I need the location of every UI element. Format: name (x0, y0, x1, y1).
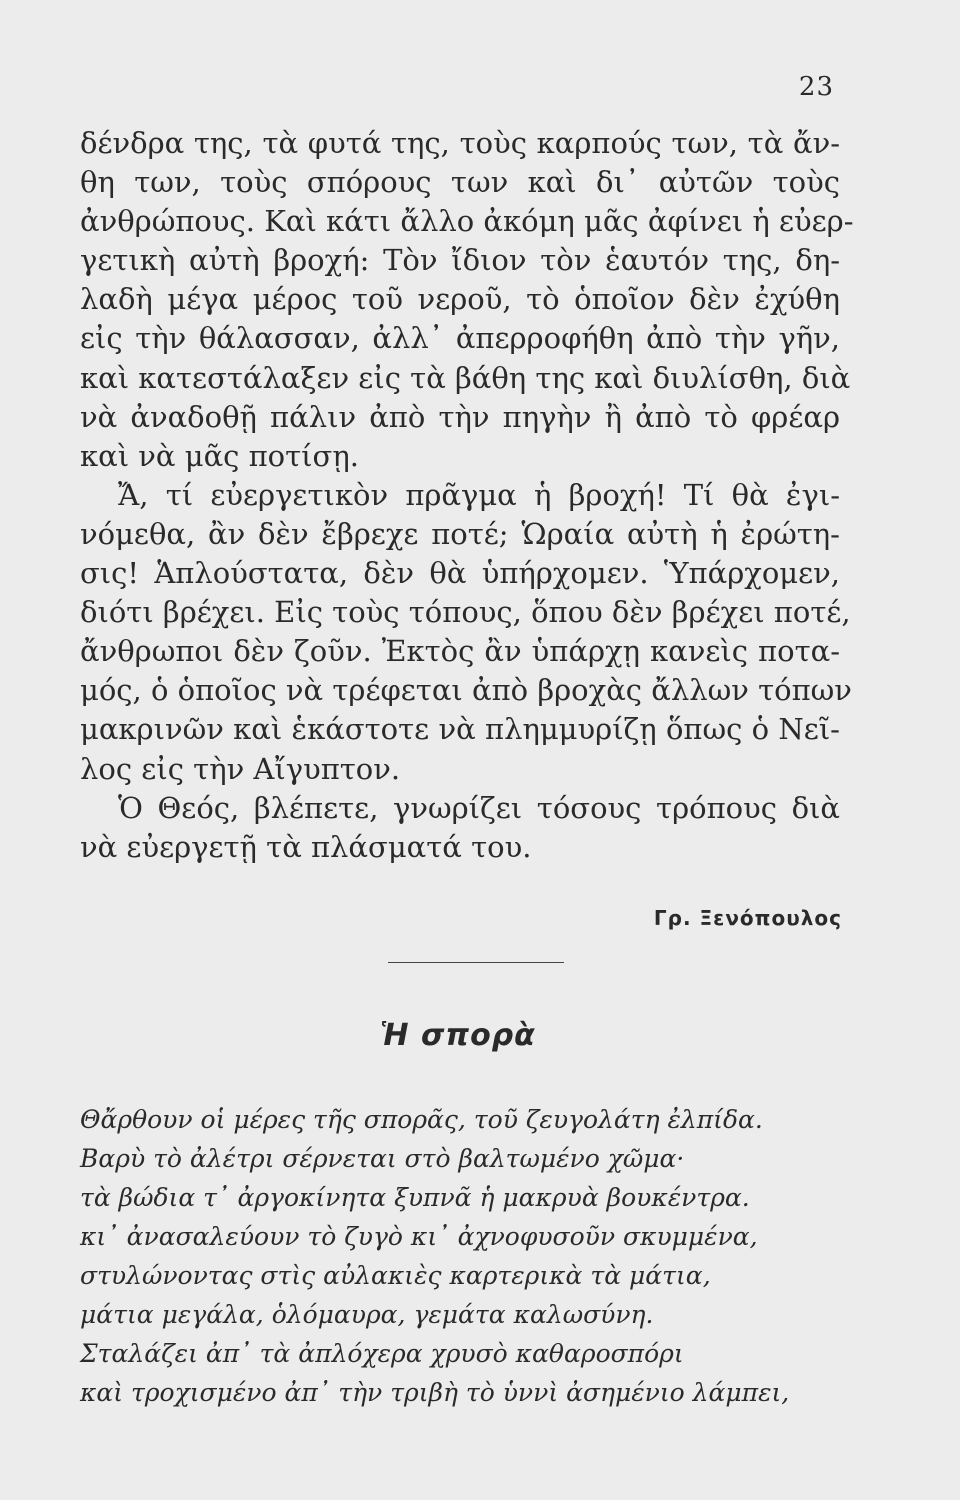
prose-line: καὶ κατεστάλαξεν εἰς τὰ βάθη της καὶ διυλίσθη, διὰ (80, 360, 851, 395)
author-signature: Γρ. Ξενόπουλος (653, 906, 842, 930)
poem-title: Ἡ σπορὰ (380, 1018, 536, 1053)
poem-line: Θἄρθουν οἱ μέρες τῆς σπορᾶς, τοῦ ζευγολάτη ἐλπίδα. (80, 1105, 763, 1134)
prose-line: δένδρα της, τὰ φυτά της, τοὺς καρπούς των, τὰ ἄν- (80, 126, 840, 160)
prose-line: λαδὴ μέγα μέρος τοῦ νεροῦ, τὸ ὁποῖον δὲν ἐχύθη (80, 282, 840, 317)
poem-line: Σταλάζει ἀπ᾽ τὰ ἀπλόχερα χρυσὸ καθαροσπόρι (80, 1339, 684, 1368)
prose-line: διότι βρέχει. Εἰς τοὺς τόπους, ὅπου δὲν βρέχει ποτέ, (80, 595, 851, 630)
prose-line: μακρινῶν καὶ ἑκάστοτε νὰ πλημμυρίζῃ ὅπως ὁ Νεῖ- (80, 712, 840, 747)
page-number: 23 (798, 72, 834, 102)
poem-body (80, 1100, 860, 1412)
prose-line: ἀνθρώπους. Καὶ κάτι ἄλλο ἀκόμη μᾶς ἀφίνει ἡ εὐερ- (80, 204, 854, 239)
poem-line: τὰ βώδια τ᾽ ἀργοκίνητα ξυπνᾶ ἡ μακρυὰ βουκέντρα. (80, 1183, 750, 1212)
poem-line: στυλώνοντας στὶς αὐλακιὲς καρτερικὰ τὰ μάτια, (80, 1261, 711, 1290)
prose-line: σις! Ἁπλούστατα, δὲν θὰ ὑπήρχομεν. Ὑπάρχομεν, (80, 556, 840, 591)
prose-line: Ὁ Θεός, βλέπετε, γνωρίζει τόσους τρόπους διὰ (118, 790, 840, 825)
prose-line: καὶ νὰ μᾶς ποτίσῃ. (80, 438, 359, 473)
prose-line: νὰ ἀναδοθῇ πάλιν ἀπὸ τὴν πηγὴν ἢ ἀπὸ τὸ φρέαρ (80, 399, 840, 434)
poem-line: μάτια μεγάλα, ὁλόμαυρα, γεμάτα καλωσύνη. (80, 1300, 654, 1329)
prose-line: νόμεθα, ἂν δὲν ἔβρεχε ποτέ; Ὡραία αὐτὴ ἡ ἐρώτη- (80, 516, 840, 551)
prose-line: νὰ εὐεργετῇ τὰ πλάσματά του. (80, 829, 532, 864)
poem-line: κι᾽ ἀνασαλεύουν τὸ ζυγὸ κι᾽ ἀχνοφυσοῦν σκυμμένα, (80, 1222, 758, 1251)
prose-line: λος εἰς τὴν Αἴγυπτον. (80, 751, 401, 786)
prose-line: μός, ὁ ὁποῖος νὰ τρέφεται ἀπὸ βροχὰς ἄλλων τόπων (80, 673, 852, 708)
poem-line: καὶ τροχισμένο ἀπ᾽ τὴν τριβὴ τὸ ὑννὶ ἀσημένιο λάμπει, (80, 1378, 790, 1407)
poem-line: Βαρὺ τὸ ἀλέτρι σέρνεται στὸ βαλτωμένο χῶμα· (80, 1144, 685, 1173)
prose-passage (80, 124, 854, 867)
section-divider (388, 962, 564, 963)
prose-line: γετικὴ αὐτὴ βροχή: Τὸν ἴδιον τὸν ἑαυτόν της, δη- (80, 243, 840, 278)
prose-line: Ἄ, τί εὐεργετικὸν πρᾶγμα ἡ βροχή! Τί θὰ ἐγι- (118, 477, 840, 512)
prose-line: θη των, τοὺς σπόρους των καὶ δι᾽ αὐτῶν τοὺς (80, 165, 840, 200)
prose-line: εἰς τὴν θάλασσαν, ἀλλ᾽ ἀπερροφήθη ἀπὸ τὴν γῆν, (80, 321, 840, 356)
prose-line: ἄνθρωποι δὲν ζοῦν. Ἐκτὸς ἂν ὑπάρχῃ κανεὶς ποτα- (80, 634, 840, 669)
